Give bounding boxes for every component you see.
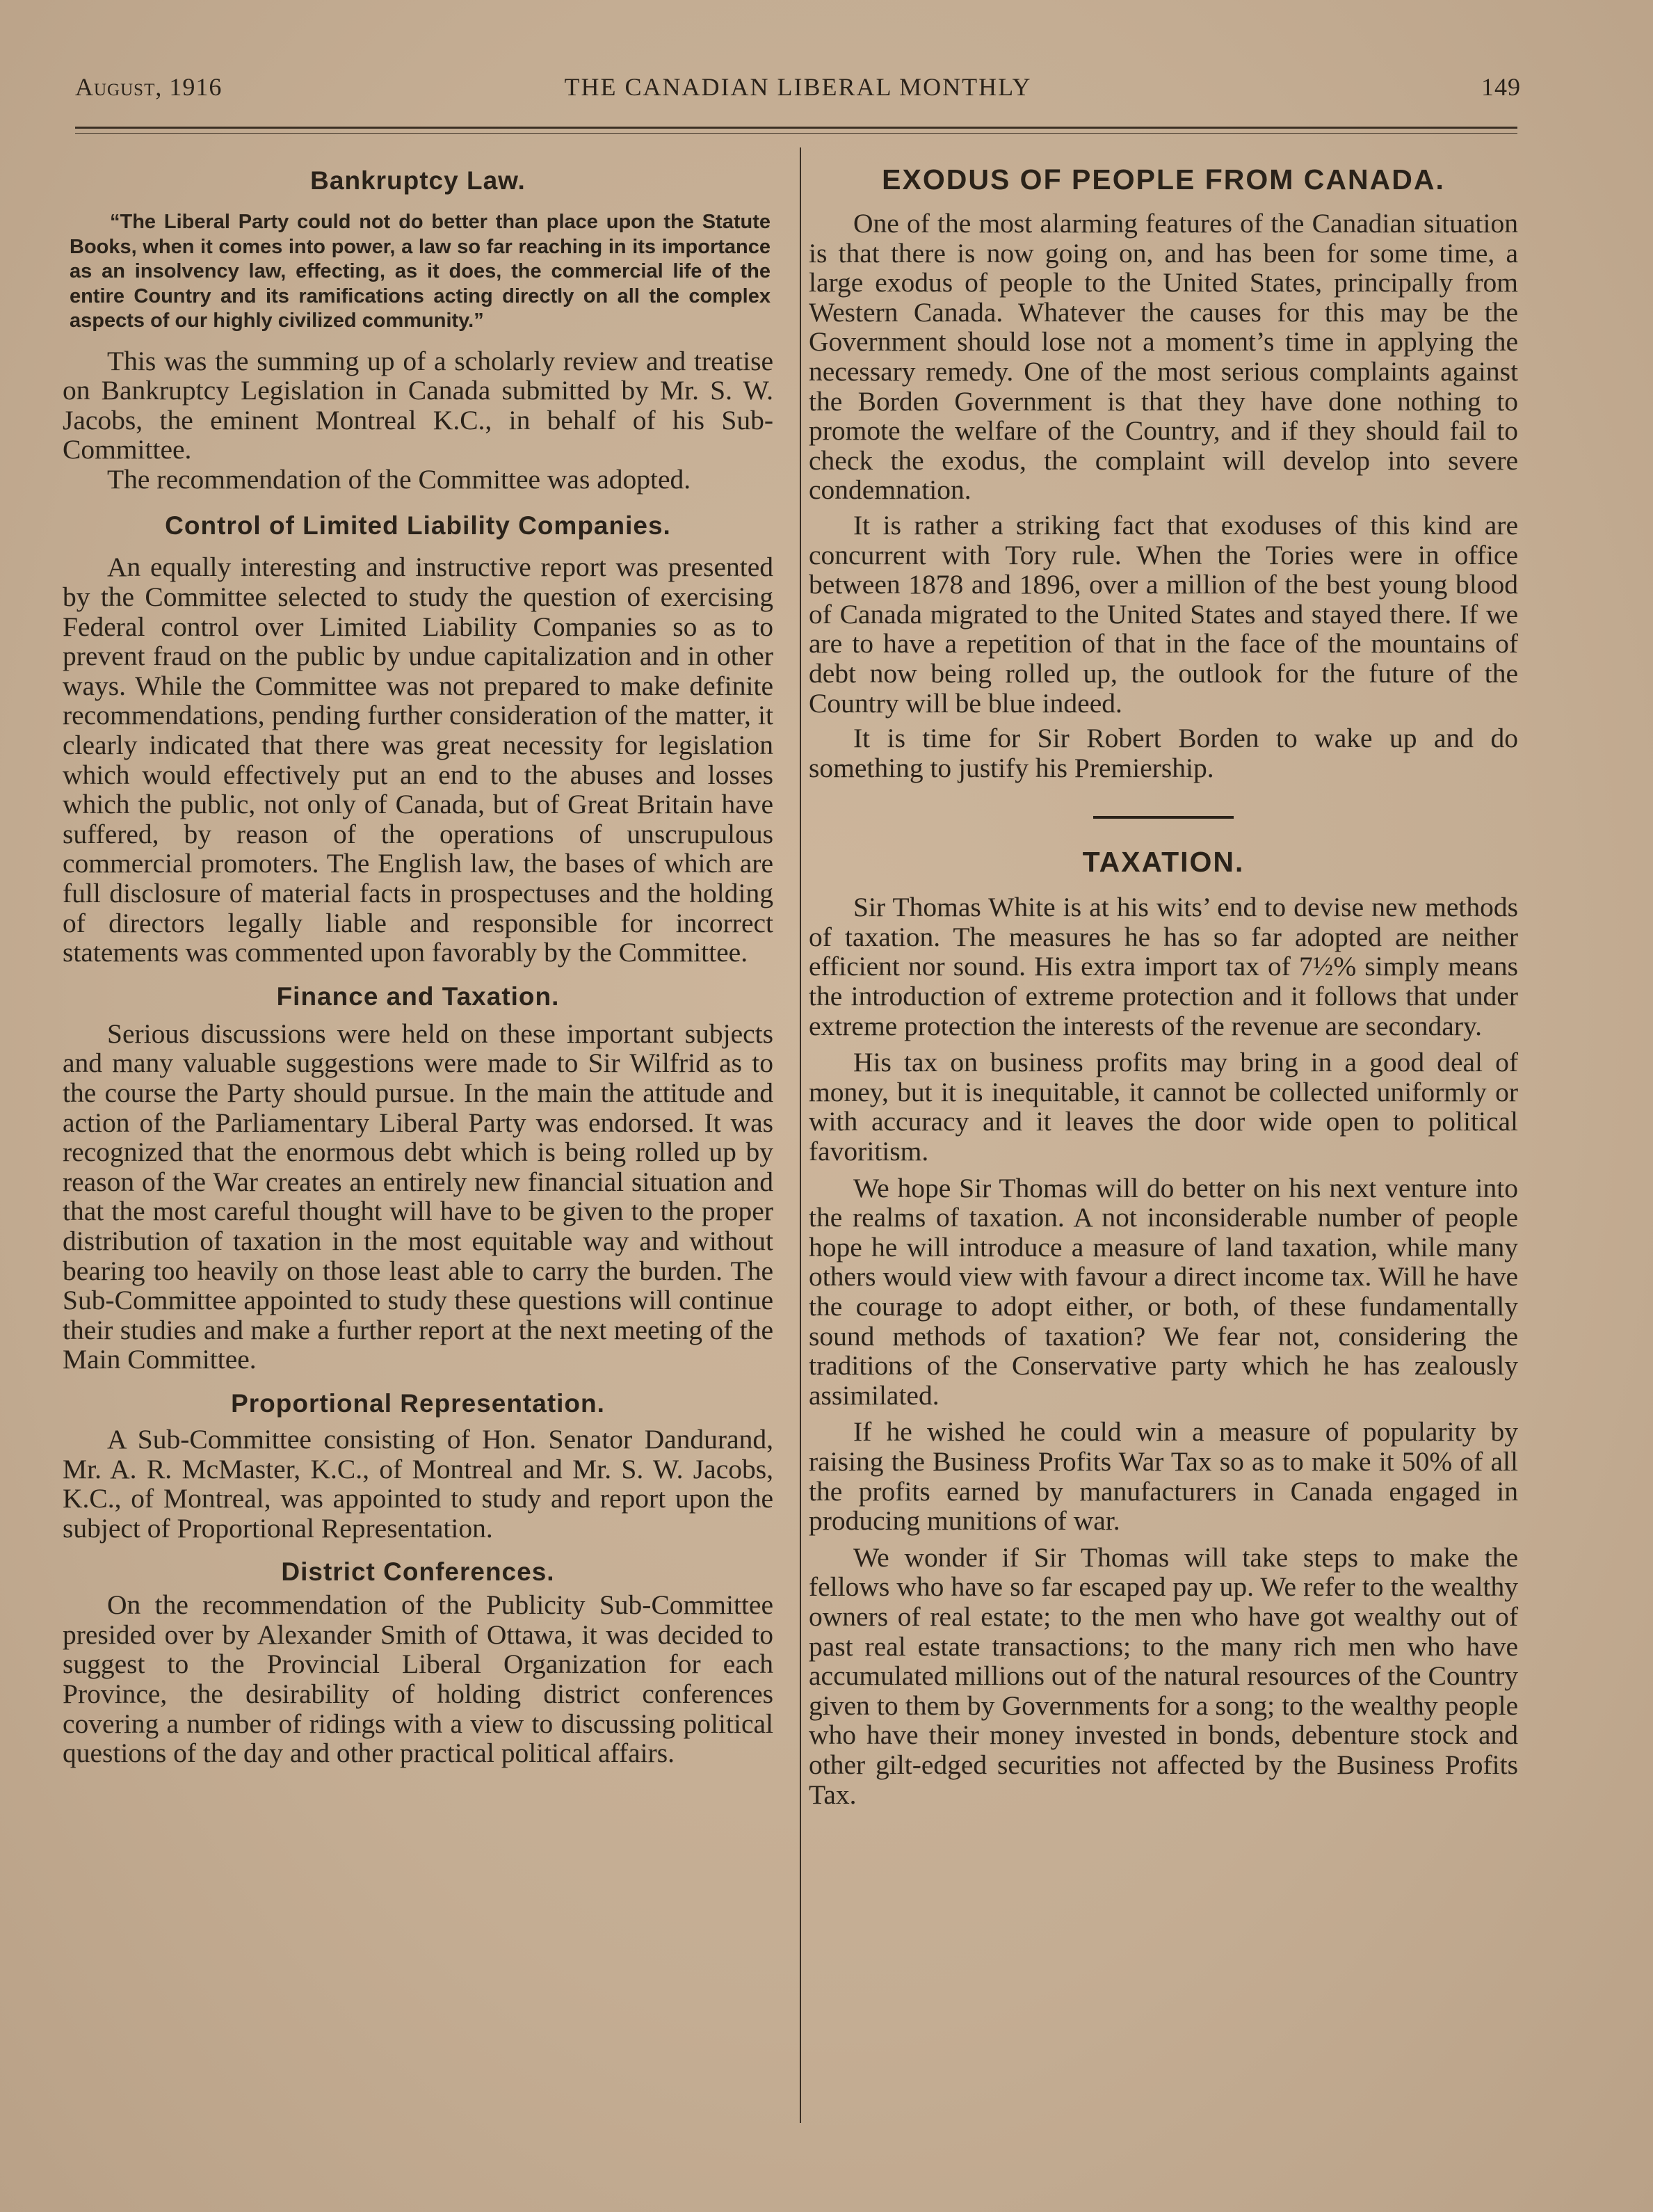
- left-column: [63, 153, 773, 1768]
- taxation-paragraph-1: Sir Thomas White is at his wits’ end to devise new methods of taxation. The measures he has so far adopted are neither efficient nor sound. His extra import tax of 7½% simply means the introduction of extreme protection and it follows that under extreme protection the interests of the revenue are secondary.: [809, 892, 1518, 1041]
- finance-paragraph: Serious discussions were held on these important subjects and many valuable suggestions were made to Sir Wilfrid as to the course the Party should pursue. In the main the attitude and action of the Parliamentary Liberal Party was endorsed. It was recognized that the enormous debt which is being rolled up by reason of the War creates an entirely new financial situation and that the most careful thought will have to be given to the proper distribution of taxation in the most equitable way and without bearing too heavily on those least able to carry the burden. The Sub-Committee appointed to study these questions will continue their studies and make a further report at the next meeting of the Main Committee.: [63, 1018, 773, 1375]
- heading-finance-taxation: Finance and Taxation.: [276, 981, 560, 1011]
- section-divider: [1093, 816, 1234, 819]
- taxation-paragraph-4: If he wished he could win a measure of popularity by raising the Business Profits War Tax so as to make it 50% of all the profits earned by manufacturers in Canada engaged in producing munitions of war.: [809, 1416, 1518, 1537]
- exodus-paragraph-3: It is time for Sir Robert Borden to wake up and do something to justify his Premiership.: [809, 723, 1518, 783]
- column-divider: [800, 147, 801, 2123]
- exodus-paragraph-2: It is rather a striking fact that exoduses of this kind are concurrent with Tory rule. When the Tories were in office between 1878 and 1896, over a million of the best young blood of Canada migrated to the United States and stayed there. If we are to have a repetition of that in the face of the mountains of debt now being rolled up, the outlook for the future of the Country will be blue indeed.: [809, 509, 1518, 719]
- limited-liability-paragraph: An equally interesting and instructive report was presented by the Committee selected to study the question of exercising Federal control over Limited Liability Companies so as to prevent fraud on the public by undue capitalization and in other ways. While the Committee was not prepared to make definite recommendations, pending further consideration of the matter, it clearly indicated that there was great necessity for legislation which would effectively put an end to the abuses and losses which the public, not only of Canada, but of Great Britain have suffered, by reason of the operations of unscrupulous commercial promoters. The English law, the bases of which are full disclosure of material facts in prospectuses and the holding of directors legally liable and responsible for incorrect statements was commented upon favorably by the Committee.: [63, 552, 773, 968]
- taxation-paragraph-3: We hope Sir Thomas will do better on his next venture into the realms of taxation. A not inconsiderable number of people hope he will introduce a measure of land taxation, while many others would view with favour a direct income tax. Will he have the courage to adopt either, or both, of these fundamentally sound methods of taxation? We fear not, considering the traditions of the Conservative party which he has zealously assimilated.: [809, 1172, 1518, 1411]
- taxation-paragraph-2: His tax on business profits may bring in a good deal of money, but it is inequitable, it cannot be collected uniformly or with accuracy and it leaves the door wide open to political favoritism.: [809, 1047, 1518, 1167]
- header-rule-thin: [75, 133, 1517, 134]
- running-head: [75, 72, 1521, 114]
- bankruptcy-quote: “The Liberal Party could not do better than place upon the Statute Books, when it comes into power, a law so far reaching in its importance as an insolvency law, effecting, as it does, the commercial life of the entire Country and its ramifications acting directly on all the complex aspects of our highly civilized community.”: [70, 211, 771, 332]
- issue-date: August, 1916: [75, 73, 223, 101]
- header-rule: [75, 127, 1517, 129]
- heading-bankruptcy-law: Bankruptcy Law.: [310, 166, 526, 195]
- taxation-paragraph-5: We wonder if Sir Thomas will take steps to make the fellows who have so far escaped pay up. We refer to the wealthy owners of real estate; to the men who have got wealthy out of past real estate transactions; to the many rich men who have accumulated millions out of the natural resources of the Country given to them by Governments for a song; to the wealthy people who have their money invested in bonds, debenture stock and other gilt-edged securities not affected by the Business Profits Tax.: [809, 1541, 1518, 1810]
- bankruptcy-paragraph-1: This was the summing up of a scholarly review and treatise on Bankruptcy Legislation in Canada submitted by Mr. S. W. Jacobs, the eminent Montreal K.C., in behalf of his Sub-Committee.: [63, 345, 773, 465]
- publication-title: THE CANADIAN LIBERAL MONTHLY: [564, 73, 1032, 101]
- right-column: [809, 153, 1518, 1809]
- heading-exodus: EXODUS OF PEOPLE FROM CANADA.: [882, 163, 1445, 195]
- proportional-paragraph: A Sub-Committee consisting of Hon. Senator Dandurand, Mr. A. R. McMaster, K.C., of Montreal and Mr. S. W. Jacobs, K.C., of Montreal, was appointed to study and report upon the subject of Proportional Representation.: [63, 1423, 773, 1544]
- district-paragraph: On the recommendation of the Publicity Sub-Committee presided over by Alexander Smith of Ottawa, it was decided to suggest to the Provincial Liberal Organization for each Province, the desirability of holding district conferences covering a number of ridings with a view to discussing political questions of the day and other practical political affairs.: [63, 1589, 773, 1769]
- heading-proportional-representation: Proportional Representation.: [231, 1388, 605, 1418]
- heading-taxation: TAXATION.: [1082, 846, 1245, 879]
- heading-district-conferences: District Conferences.: [281, 1557, 555, 1587]
- exodus-paragraph-1: One of the most alarming features of the Canadian situation is that there is now going on, and has been for some time, a large exodus of people to the United States, principally from Western Canada. Whatever the causes for this may be the Government should lose not a moment’s time in applying the necessary remedy. One of the most serious complaints against the Borden Government is that they have done nothing to promote the welfare of the Country, and if they should fail to check the exodus, the complaint will develop into severe condemnation.: [809, 208, 1518, 506]
- bankruptcy-paragraph-2: The recommendation of the Committee was adopted.: [107, 463, 691, 495]
- page-number: 149: [1481, 73, 1521, 101]
- heading-limited-liability: Control of Limited Liability Companies.: [165, 511, 671, 540]
